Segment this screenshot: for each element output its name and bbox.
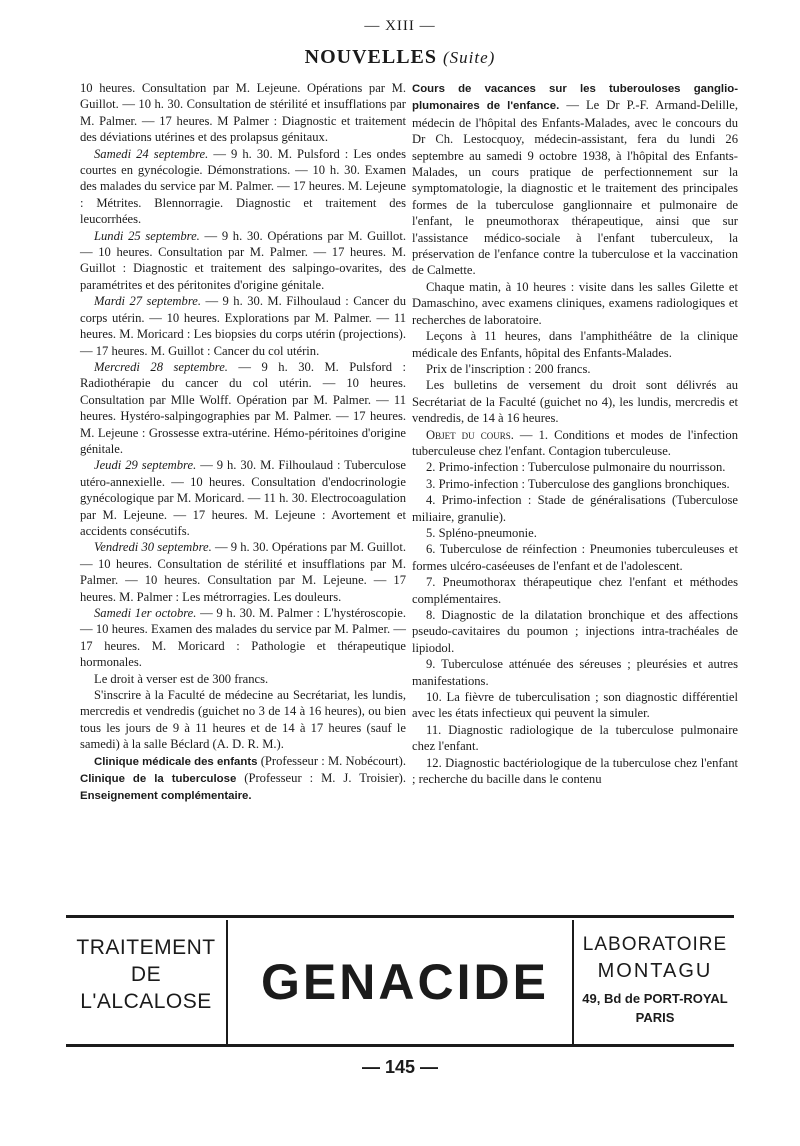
clinique-paragraph xyxy=(80,753,406,805)
day-text: — 9 h. 30. Opérations par M. Guillot. — 10 heures. Consultation par M. Palmer. — 17 heures. M. Guillot : Diagnostic et traitement des salpingo-ovarites, des paramétrites et des péritonites d'origine génitale. xyxy=(80,228,406,292)
list-item: 3. Primo-infection : Tuberculose des ganglions bronchiques. xyxy=(426,476,730,491)
ad-center xyxy=(244,920,566,1044)
enseignement-heading: Enseignement complémentaire. xyxy=(80,790,252,803)
list-item: 9. Tuberculose atténuée des séreuses ; pleurésies et autres manifestations. xyxy=(412,657,738,688)
list-item: 2. Primo-infection : Tuberculose pulmonaire du nourrisson. xyxy=(426,460,726,475)
page-roman-numeral: — XIII — xyxy=(364,18,436,34)
course-intro-text: — Le Dr P.-F. Armand-Delille, médecin de l'hôpital des Enfants-Malades, avec le concours du Dr Ch. Lestocquoy, médecin-assistant, fera du lundi 26 septembre au samedi 9 octobre 1938, à l'hôpital des Enfants-Malades, un cours pratique de perfectionnement sur la symptomatologie, la diagnostic et le traitement des principales formes de la tuberculose ganglionnaire et pulmonaire de l'enfant, le pneumothorax thérapeutique, ainsi que sur l'assistance médico-sociale à l'enfant tuberculeux, la préservation de l'enfance contre la tuberculose et la vaccination de Calmette. xyxy=(412,98,739,278)
objet-label: Objet du cours. xyxy=(426,427,514,442)
day-label: Samedi 1er octobre. xyxy=(94,606,197,620)
right-column xyxy=(412,80,738,787)
ad-bottom-rule xyxy=(66,1044,734,1047)
section-title xyxy=(0,46,800,69)
page-folio: — 145 — xyxy=(361,1057,439,1077)
ad-company: MONTAGU xyxy=(597,960,713,982)
paragraph: 10 heures. Consultation par M. Lejeune. Opérations par M. Guillot. — 10 h. 30. Consultation de stérilité et insufflations par M. Palmer. — 17 heures. M Palmer : Diagnostic et traitement des déviations utérines et des prolapsus génitaux. xyxy=(80,81,406,145)
paragraph: Leçons à 11 heures, dans l'amphithéâtre de la clinique médicale des Enfants, hôpital des Enfants-Malades. xyxy=(412,329,738,360)
day-text: — 9 h. 30. M. Pulsford : Les ondes courtes en gynécologie. Démonstrations. — 10 h. 30. Examen des malades du service par M. Palmer. — 17 heures. M. Lejeune : Métrites. Blennorragie. Diagnostic et traitement des leucorrhées. xyxy=(80,146,407,227)
clinique-heading: Clinique médicale des enfants xyxy=(94,755,258,768)
registration-paragraph: S'inscrire à la Faculté de médecine au Secrétariat, les lundis, mercredis et vendredis (guichet no 3 de 14 à 16 heures), ou bien tous les jours de 9 à 11 heures et de 14 à 17 heures (sauf le samedi) à la salle Béclard (A. D. R. M.). xyxy=(80,688,406,752)
section-title-text: NOUVELLES xyxy=(304,46,438,68)
day-text: — 9 h. 30. M. Filhoulaud : Tuberculose utéro-annexielle. — 10 heures. Consultation d'endocrinologie gynécologique par M. Moricard. — 11 h. 30. Electrocoagulation par M. Lejeune. — 17 heures. M. Lejeune : Avortement et accidents consécutifs. xyxy=(80,458,406,538)
paragraph: Chaque matin, à 10 heures : visite dans les salles Gilette et Damaschino, avec examens cliniques, examens radiologiques et recherches de laboratoire. xyxy=(412,279,738,327)
clinique-text: (Professeur : M. Nobécourt). xyxy=(257,753,406,768)
schedule-day xyxy=(80,146,406,228)
ad-left-line: DE xyxy=(130,963,162,986)
ad-brand: GENACIDE xyxy=(261,954,549,1010)
ad-right-box xyxy=(572,920,736,1044)
day-label: Mardi 27 septembre. xyxy=(94,294,201,309)
ad-left-line: L'ALCALOSE xyxy=(80,990,212,1013)
schedule-day xyxy=(80,539,406,605)
ad-lab: LABORATOIRE xyxy=(582,934,728,955)
schedule-day xyxy=(80,293,406,359)
day-label: Vendredi 30 septembre. xyxy=(94,540,212,555)
list-item: 12. Diagnostic bactériologique de la tuberculose chez l'enfant ; recherche du bacille dans le contenu xyxy=(412,755,738,787)
list-item: 6. Tuberculose de réinfection : Pneumonies tuberculeuses et formes ulcéro-caséeuses de l'enfant et de l'adolescent. xyxy=(412,542,738,573)
schedule-day xyxy=(80,359,406,457)
day-label: Jeudi 29 septembre. xyxy=(94,458,197,473)
paragraph: Prix de l'inscription : 200 francs. xyxy=(426,361,591,376)
ad-left-line: TRAITEMENT xyxy=(76,936,216,959)
list-item: 7. Pneumothorax thérapeutique chez l'enfant et méthodes complémentaires. xyxy=(412,575,738,606)
course-heading: Cours de vacances sur les tuberouloses ganglio-plumonaires de l'enfance. xyxy=(412,83,738,113)
day-text: — 9 h. 30. M. Pulsford : Radiothérapie du cancer du col utérin. — 10 heures. Consultation par Mlle Wolff. Opération par M. Palmer. — 11 heures. Hystéro-salpingographies par M. Palmer. — 17 heures. M. Lejeune : Grossesse extra-utérine. Hémo-péritoines d'origine génitale. xyxy=(80,359,406,456)
section-title-suffix: (Suite) xyxy=(443,48,496,67)
tuberculose-text: (Professeur : M. J. Troisier). xyxy=(236,771,407,786)
schedule-day xyxy=(80,228,406,294)
day-text: — 9 h. 30. Opérations par M. Guillot. — 10 heures. Consultation de stérilité et insufflations par M. Palmer. — 10 heures. Consultation par M. Lejeune. — 17 heures. M. Palmer : Les métrorragies. Les douleurs. xyxy=(80,540,406,604)
left-column xyxy=(80,80,406,805)
list-item: 5. Spléno-pneumonie. xyxy=(426,525,537,540)
ad-top-rule xyxy=(66,915,734,918)
day-label: Mercredi 28 septembre. xyxy=(94,359,228,374)
ad-left-box xyxy=(66,920,228,1046)
schedule-day xyxy=(80,605,406,671)
list-item: 11. Diagnostic radiologique de la tuberculose pulmonaire chez l'enfant. xyxy=(412,722,738,754)
tuberculose-heading: Clinique de la tuberculose xyxy=(80,773,237,786)
ad-address: 49, Bd de PORT-ROYAL xyxy=(582,991,728,1006)
ad-city: PARIS xyxy=(635,1010,675,1025)
list-item: 10. La fièvre de tuberculisation ; son diagnostic différentiel avec les états infectieux qui peuvent la simuler. xyxy=(412,690,738,721)
day-text: — 9 h. 30. M. Filhoulaud : Cancer du corps utérin. — 10 heures. Explorations par M. Palmer. — 11 heures. M. Moricard : Les biopsies du corps utérin (projections). — 17 heures. M. Guillot : Cancer du col utérin. xyxy=(80,294,406,358)
course-intro xyxy=(412,80,738,279)
schedule-day xyxy=(80,457,406,539)
list-item: 8. Diagnostic de la dilatation bronchique et des affections pseudo-cavitaires du poumon ; injections intra-trachéales de lipiodol. xyxy=(412,608,738,655)
fee-paragraph: Le droit à verser est de 300 francs. xyxy=(94,671,269,686)
day-label: Samedi 24 septembre. xyxy=(94,146,209,161)
day-text: — 9 h. 30. M. Palmer : L'hystéroscopie. — 10 heures. Examen des malades du service par M. Palmer. — 17 heures. M. Moricard : Pathologie et thérapeutique hormonales. xyxy=(80,606,406,670)
day-label: Lundi 25 septembre. xyxy=(94,228,200,243)
objet-text: — 1. Conditions et modes de l'infection tuberculeuse chez l'enfant. Contagion tuberculeuse. xyxy=(412,427,738,458)
paragraph: Les bulletins de versement du droit sont délivrés au Secrétariat de la Faculté (guichet no 4), les lundis, mercredis et vendredis, de 14 à 16 heures. xyxy=(412,378,738,426)
objet-paragraph xyxy=(412,427,738,460)
list-item: 4. Primo-infection : Stade de généralisations (Tuberculose miliaire, granulie). xyxy=(412,493,738,524)
